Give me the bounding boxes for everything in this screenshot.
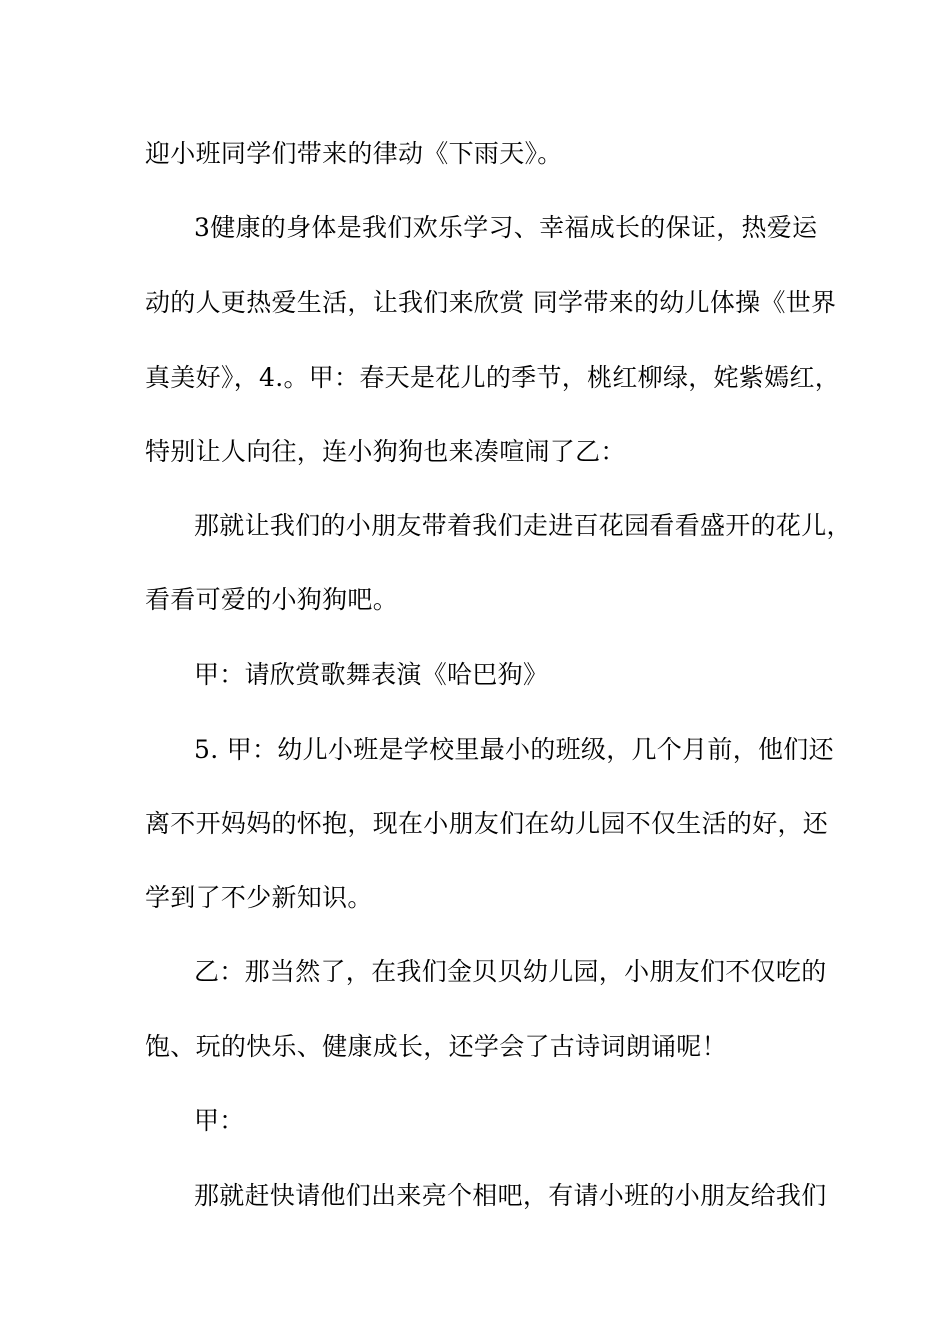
text-line: 学到了不少新知识。 bbox=[145, 883, 373, 912]
text-line: 动的人更热爱生活，让我们来欣赏 同学带来的幼儿体操《世界 bbox=[145, 288, 837, 317]
text-line: 特别让人向往，连小狗狗也来凑喧闹了乙： bbox=[145, 437, 626, 466]
text-line: 真美好》，4.。甲：春天是花儿的季节，桃红柳绿，姹紫嫣红， bbox=[145, 363, 841, 392]
text-line: 看看可爱的小狗狗吧。 bbox=[145, 585, 399, 614]
text-line: 饱、玩的快乐、健康成长，还学会了古诗词朗诵呢！ bbox=[145, 1032, 727, 1061]
text-line: 乙：那当然了，在我们金贝贝幼儿园，小朋友们不仅吃的 bbox=[194, 957, 827, 986]
text-line: 那就让我们的小朋友带着我们走进百花园看看盛开的花儿， bbox=[194, 511, 852, 540]
text-line: 那就赶快请他们出来亮个相吧，有请小班的小朋友给我们 bbox=[194, 1181, 827, 1210]
text-line: 5. 甲：幼儿小班是学校里最小的班级，几个月前，他们还 bbox=[194, 735, 834, 764]
text-line: 离不开妈妈的怀抱，现在小朋友们在幼儿园不仅生活的好，还 bbox=[145, 809, 829, 838]
text-line: 甲： bbox=[194, 1106, 245, 1135]
text-line: 3健康的身体是我们欢乐学习、幸福成长的保证，热爱运 bbox=[194, 213, 818, 242]
text-line: 迎小班同学们带来的律动《下雨天》。 bbox=[145, 139, 563, 168]
text-line: 甲：请欣赏歌舞表演《哈巴狗》 bbox=[194, 660, 549, 689]
